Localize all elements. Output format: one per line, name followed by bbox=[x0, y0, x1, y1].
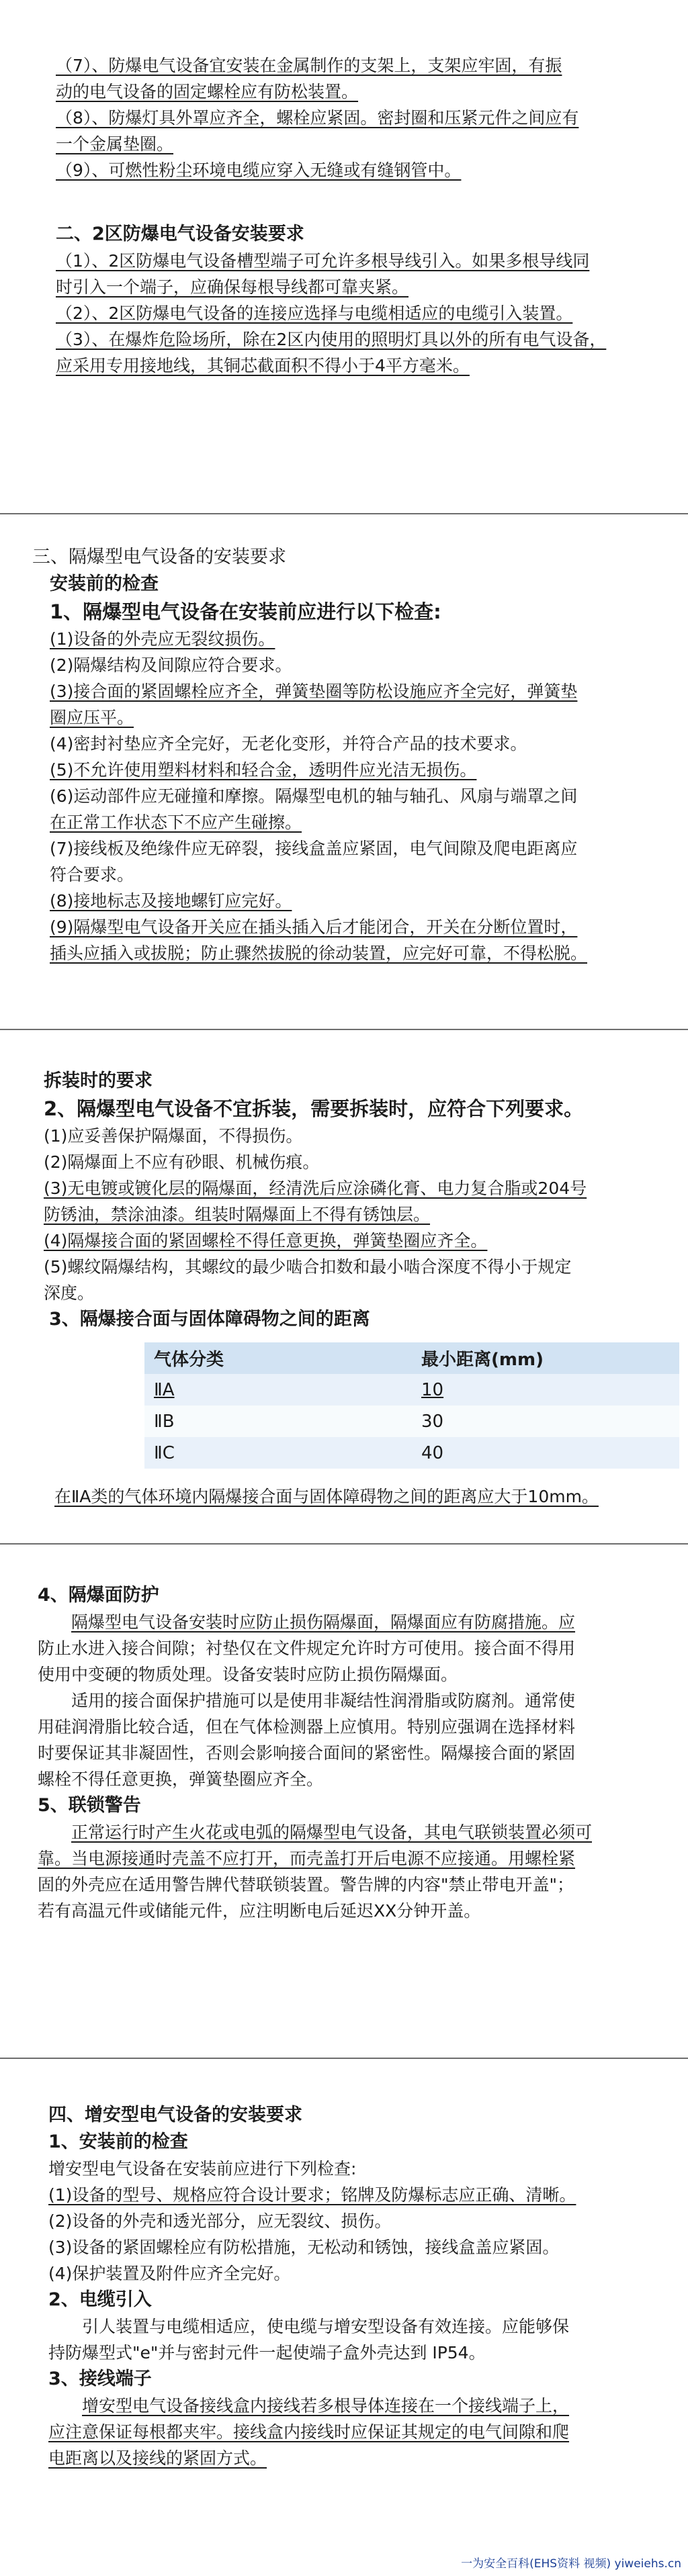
text-line: (2)隔爆结构及间隙应符合要求。 bbox=[50, 655, 292, 675]
text-line: 使用中变硬的物质处理。设备安装时应防止损伤隔爆面。 bbox=[38, 1665, 458, 1684]
text-line: (2)设备的外壳和透光部分，应无裂纹、损伤。 bbox=[48, 2211, 392, 2231]
text-line: 插头应插入或拔脱；防止骤然拔脱的徐动装置，应完好可靠，不得松脱。 bbox=[50, 944, 588, 963]
text-line: 适用的接合面保护措施可以是使用非凝结性润滑脂或防腐剂。通常使 bbox=[71, 1691, 576, 1710]
slide-1 bbox=[0, 0, 688, 514]
item-heading: 3、接线端子 bbox=[48, 2368, 152, 2389]
text-line: 一个金属垫圈。 bbox=[56, 134, 174, 154]
text-line: (6)运动部件应无碰撞和摩擦。隔爆型电机的轴与轴孔、风扇与端罩之间 bbox=[50, 786, 578, 806]
distance-table bbox=[144, 1342, 679, 1469]
item-heading: 2、电缆引入 bbox=[48, 2289, 152, 2310]
item-heading: 2、隔爆型电气设备不宜拆装，需要拆装时，应符合下列要求。 bbox=[44, 1097, 584, 1120]
slide-4 bbox=[0, 1545, 688, 2059]
text-line: （3）、在爆炸危险场所，除在2区内使用的照明灯具以外的所有电气设备， bbox=[56, 330, 607, 349]
text-line: 应采用专用接地线，其铜芯截面积不得小于4平方毫米。 bbox=[56, 356, 470, 375]
text-line: 应注意保证每根都夹牢。接线盒内接线时应保证其规定的电气间隙和爬 bbox=[48, 2422, 570, 2442]
section-heading: 四、增安型电气设备的安装要求 bbox=[48, 2105, 302, 2125]
distance-cell: 30 bbox=[412, 1406, 679, 1437]
text-line: (3)接合面的紧固螺栓应齐全，弹簧垫圈等防松设施应齐全完好，弹簧垫 bbox=[50, 682, 578, 701]
text-line: 螺栓不得任意更换，弹簧垫圈应齐全。 bbox=[38, 1769, 324, 1789]
table-header: 气体分类 bbox=[144, 1342, 412, 1374]
table-row bbox=[144, 1374, 679, 1406]
text-line: (4)隔爆接合面的紧固螺栓不得任意更换，弹簧垫圈应齐全。 bbox=[44, 1231, 488, 1250]
item-heading: 1、安装前的检查 bbox=[48, 2131, 188, 2152]
sub-heading: 拆装时的要求 bbox=[44, 1070, 153, 1091]
table-row bbox=[144, 1406, 679, 1437]
text-line: 圈应压平。 bbox=[50, 708, 134, 727]
text-line: (9)隔爆型电气设备开关应在插头插入后才能闭合，开关在分断位置时， bbox=[50, 917, 578, 937]
text-line: 引人装置与电缆相适应，使电缆与增安型设备有效连接。应能够保 bbox=[82, 2317, 570, 2336]
text-line: (8)接地标志及接地螺钉应完好。 bbox=[50, 891, 292, 911]
text-line: 正常运行时产生火花或电弧的隔爆型电气设备，其电气联锁装置必须可 bbox=[71, 1823, 593, 1842]
table-header-row bbox=[144, 1342, 679, 1374]
text-line: 持防爆型式"e"并与密封元件一起使端子盒外壳达到 IP54。 bbox=[48, 2343, 486, 2362]
text-line: 隔爆型电气设备安装时应防止损伤隔爆面，隔爆面应有防腐措施。应 bbox=[71, 1612, 576, 1632]
item-heading: 3、隔爆接合面与固体障碍物之间的距离 bbox=[49, 1309, 370, 1330]
slide-3 bbox=[0, 1030, 688, 1545]
text-line: （8）、防爆灯具外罩应齐全，螺栓应紧固。密封圈和压紧元件之间应有 bbox=[56, 108, 579, 128]
gas-class-cell: ⅡC bbox=[144, 1437, 412, 1469]
text-line: (2)隔爆面上不应有砂眼、机械伤痕。 bbox=[44, 1152, 320, 1172]
text-line: 电距离以及接线的紧固方式。 bbox=[48, 2448, 267, 2468]
sub-heading: 安装前的检查 bbox=[50, 573, 159, 594]
text-line: (5)螺纹隔爆结构，其螺纹的最少啮合扣数和最小啮合深度不得小于规定 bbox=[44, 1257, 572, 1277]
section-heading: 三、隔爆型电气设备的安装要求 bbox=[32, 547, 286, 567]
text-line: (5)不允许使用塑料材料和轻合金，透明件应光洁无损伤。 bbox=[50, 760, 477, 780]
text-line: (1)设备的型号、规格应符合设计要求；铭牌及防爆标志应正确、清晰。 bbox=[48, 2185, 576, 2205]
table-header: 最小距离(mm) bbox=[412, 1342, 679, 1374]
text-line: （1）、2区防爆电气设备槽型端子可允许多根导线引入。如果多根导线同 bbox=[56, 251, 590, 271]
text-line: 增安型电气设备在安装前应进行下列检查: bbox=[48, 2159, 357, 2178]
text-line: 动的电气设备的固定螺栓应有防松装置。 bbox=[56, 82, 359, 101]
note-text: 在ⅡA类的气体环境内隔爆接合面与固体障碍物之间的距离应大于10mm。 bbox=[54, 1487, 599, 1506]
text-line: (4)保护装置及附件应齐全完好。 bbox=[48, 2264, 291, 2283]
item-heading: 5、联锁警告 bbox=[38, 1795, 141, 1816]
text-line: (3)无电镀或镀化层的隔爆面，经清洗后应涂磷化膏、电力复合脂或204号 bbox=[44, 1179, 587, 1198]
slide-2 bbox=[0, 514, 688, 1030]
text-line: 时要保证其非凝固性，否则会影响接合面间的紧密性。隔爆接合面的紧固 bbox=[38, 1743, 576, 1763]
text-line: （2）、2区防爆电气设备的连接应选择与电缆相适应的电缆引入装置。 bbox=[56, 304, 573, 323]
text-line: 防止水进入接合间隙；衬垫仅在文件规定允许时方可使用。接合面不得用 bbox=[38, 1639, 576, 1658]
text-line: 在正常工作状态下不应产生碰擦。 bbox=[50, 813, 302, 832]
gas-class-cell: ⅡB bbox=[144, 1406, 412, 1437]
footer-watermark: 一为安全百科(EHS资料 视频) yiweiehs.cn bbox=[461, 2557, 681, 2571]
text-line: 符合要求。 bbox=[50, 865, 134, 884]
text-line: 时引入一个端子，应确保每根导线都可靠夹紧。 bbox=[56, 277, 409, 297]
text-line: 固的外壳应在适用警告牌代替联锁装置。警告牌的内容"禁止带电开盖"； bbox=[38, 1875, 574, 1894]
text-line: (1)设备的外壳应无裂纹损伤。 bbox=[50, 629, 275, 649]
item-heading: 4、隔爆面防护 bbox=[38, 1585, 159, 1606]
text-line: 防锈油，禁涂油漆。组装时隔爆面上不得有锈蚀层。 bbox=[44, 1205, 431, 1224]
distance-cell: 10 bbox=[412, 1374, 679, 1406]
table-row bbox=[144, 1437, 679, 1469]
item-heading: 1、隔爆型电气设备在安装前应进行以下检查: bbox=[50, 600, 441, 623]
text-line: 增安型电气设备接线盒内接线若多根导体连接在一个接线端子上， bbox=[82, 2396, 570, 2416]
slide-5 bbox=[0, 2059, 688, 2576]
text-line: (7)接线板及绝缘件应无碎裂，接线盒盖应紧固，电气间隙及爬电距离应 bbox=[50, 839, 578, 858]
text-line: (1)应妥善保护隔爆面，不得损伤。 bbox=[44, 1126, 303, 1146]
distance-cell: 40 bbox=[412, 1437, 679, 1469]
text-line: （7）、防爆电气设备宜安装在金属制作的支架上，支架应牢固，有振 bbox=[56, 56, 562, 75]
section-heading: 二、2区防爆电气设备安装要求 bbox=[56, 224, 304, 244]
text-line: (4)密封衬垫应齐全完好，无老化变形，并符合产品的技术要求。 bbox=[50, 734, 527, 753]
text-line: 深度。 bbox=[44, 1283, 95, 1303]
gas-class-cell: ⅡA bbox=[144, 1374, 412, 1406]
text-line: 若有高温元件或储能元件，应注明断电后延迟XX分钟开盖。 bbox=[38, 1901, 481, 1921]
text-line: （9）、可燃性粉尘环境电缆应穿入无缝或有缝钢管中。 bbox=[56, 160, 462, 180]
text-line: 靠。当电源接通时壳盖不应打开，而壳盖打开后电源不应接通。用螺栓紧 bbox=[38, 1849, 576, 1868]
text-line: (3)设备的紧固螺栓应有防松措施，无松动和锈蚀，接线盒盖应紧固。 bbox=[48, 2238, 560, 2257]
text-line: 用硅润滑脂比较合适，但在气体检测器上应慎用。特别应强调在选择材料 bbox=[38, 1717, 576, 1737]
